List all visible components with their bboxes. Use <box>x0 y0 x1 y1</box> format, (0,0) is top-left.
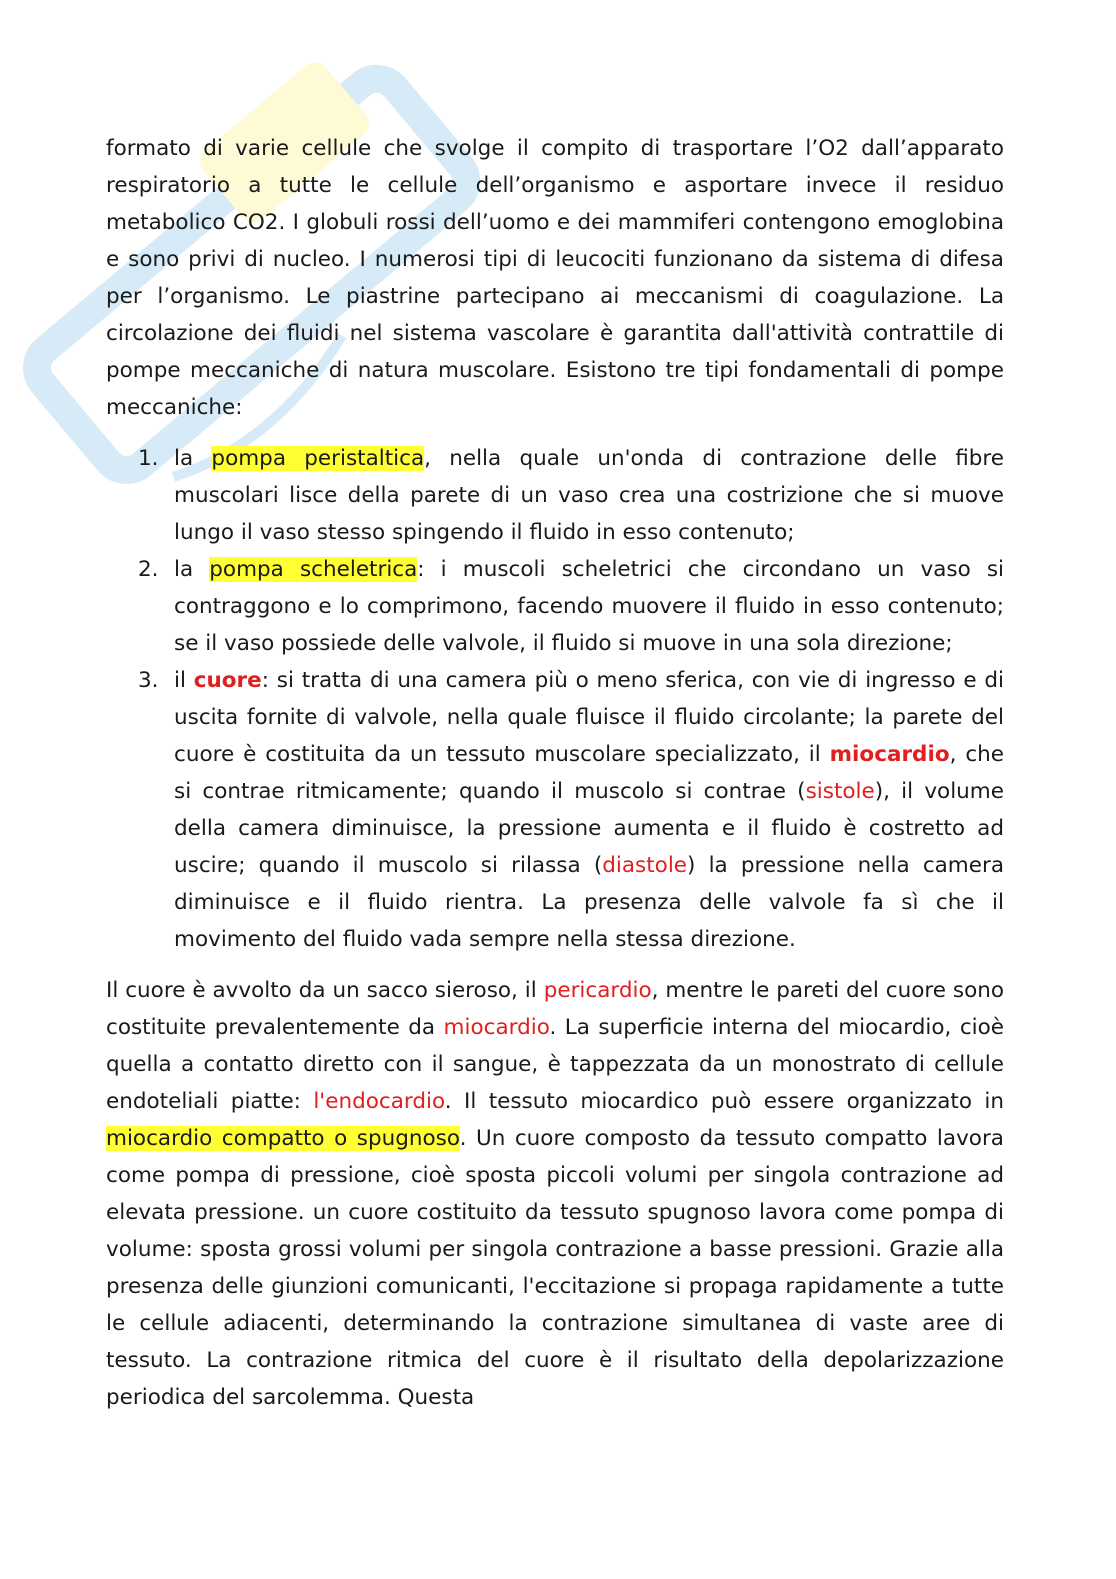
list-text: ) la pressione nella camera diminuisce e il fluido rientra. La presenza delle valvole fa sì che il movimento del fluido vada sempre nella stessa direzione. <box>174 853 1004 952</box>
paragraph-text: , mentre le pareti del cuore sono costituite prevalentemente da <box>106 978 1004 1040</box>
paragraph-text: . Un cuore composto da tessuto compatto lavora come pompa di pressione, cioè sposta piccoli volumi per singola contrazione ad elevata pressione. un cuore costituito da tessuto spugnoso lavora come pompa di volume: sposta grossi volumi per singola contrazione a basse pressioni. Grazie alla presenza delle giunzioni comunicanti, l'eccitazione si propaga rapidamente a tutte le cellule adiacenti, determinando la contrazione simultanea di vaste aree di tessuto. La contrazione ritmica del cuore è il risultato della depolarizzazione periodica del sarcolemma. Questa <box>106 1126 1004 1410</box>
key-term: pericardio <box>543 978 652 1003</box>
list-text: : i muscoli scheletrici che circondano un vaso si contraggono e lo comprimono, facendo muovere il fluido in esso contenuto; se il vaso possiede delle valvole, il fluido si muove in una sola direzione; <box>174 557 1005 656</box>
paragraph-text: . Il tessuto miocardico può essere organizzato in <box>444 1089 1004 1114</box>
key-term: cuore <box>193 668 262 693</box>
key-term: miocardio <box>443 1015 550 1040</box>
highlighted-term: pompa scheletrica <box>209 557 418 582</box>
paragraph-intro: formato di varie cellule che svolge il compito di trasportare l’O2 dall’apparato respiratorio a tutte le cellule dell’organismo e asportare invece il residuo metabolico CO2. I globuli rossi dell’uomo e dei mammiferi contengono emoglobina e sono privi di nucleo. I numerosi tipi di leucociti funzionano da sistema di difesa per l’organismo. Le piastrine partecipano ai meccanismi di coagulazione. La circolazione dei fluidi nel sistema vascolare è garantita dall'attività contrattile di pompe meccaniche di natura muscolare. Esistono tre tipi fondamentali di pompe meccaniche: <box>106 136 1004 420</box>
list-text: la <box>174 557 210 582</box>
list-number: 2. <box>138 557 159 582</box>
pump-types-list <box>106 440 1004 972</box>
list-item <box>106 551 1004 662</box>
key-term: diastole <box>602 853 688 878</box>
key-term: miocardio <box>829 742 950 767</box>
list-text: : si tratta di una camera più o meno sferica, con vie di ingresso e di uscita fornite di valvole, nella quale fluisce il fluido circolante; la parete del cuore è costituita da un tessuto muscolare specializzato, il <box>174 668 1005 767</box>
list-text: il <box>174 668 194 693</box>
list-item <box>106 440 1004 551</box>
paragraph-heart <box>106 972 1004 1416</box>
list-text: , che si contrae ritmicamente; quando il muscolo si contrae ( <box>174 742 1004 804</box>
list-number: 1. <box>138 446 159 471</box>
key-term: sistole <box>805 779 875 804</box>
list-item <box>106 662 1004 958</box>
document-page <box>106 130 1004 1416</box>
highlighted-term: pompa peristaltica <box>211 446 425 471</box>
paragraph-text: . La superficie interna del miocardio, cioè quella a contatto diretto con il sangue, è tappezzata da un monostrato di cellule endoteliali piatte: <box>106 1015 1004 1114</box>
list-number: 3. <box>138 668 159 693</box>
key-term: l'endocardio <box>313 1089 445 1114</box>
list-text: la <box>174 446 212 471</box>
list-text: ), il volume della camera diminuisce, la pressione aumenta e il fluido è costretto ad uscire; quando il muscolo si rilassa ( <box>174 779 1004 878</box>
list-text: , nella quale un'onda di contrazione delle fibre muscolari lisce della parete di un vaso crea una costrizione che si muove lungo il vaso stesso spingendo il fluido in esso contenuto; <box>174 446 1004 545</box>
highlighted-term: miocardio compatto o spugnoso <box>106 1126 460 1151</box>
paragraph-text: Il cuore è avvolto da un sacco sieroso, il <box>106 978 544 1003</box>
